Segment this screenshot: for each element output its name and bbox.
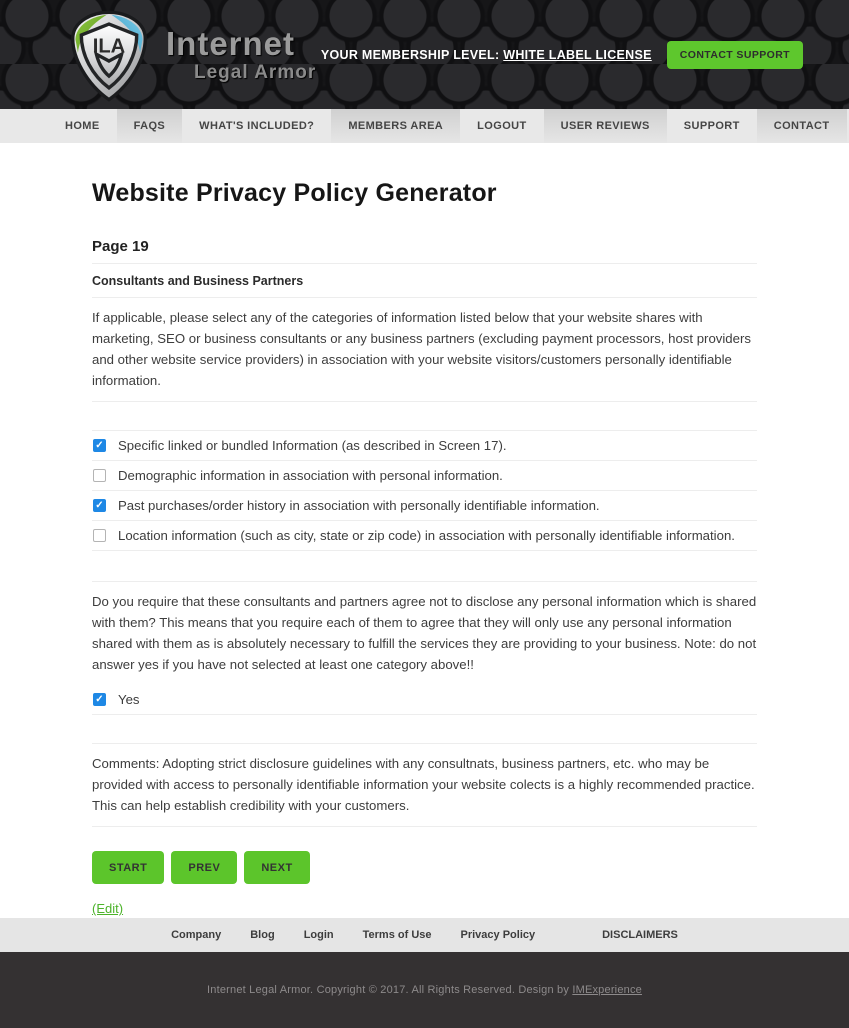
next-button[interactable]: NEXT (244, 851, 309, 884)
checkbox-label: Past purchases/order history in association with personally identifiable information. (118, 498, 600, 513)
footer-nav (0, 918, 849, 952)
checkbox-icon[interactable] (93, 693, 106, 706)
membership-label: YOUR MEMBERSHIP LEVEL: (320, 47, 500, 62)
footer-link-privacy[interactable]: Privacy Policy (460, 929, 536, 941)
page-title: Website Privacy Policy Generator (92, 179, 497, 207)
copyright-text (0, 984, 849, 996)
comments-paragraph: Comments: Adopting strict disclosure guidelines with any consultnats, business partners, etc. who may be provided with access to personally identifiable information your website colects is a highly recommended practice. This can help establish credibility with your customers. (92, 756, 755, 813)
footer-link-login[interactable]: Login (303, 929, 334, 941)
site-header (0, 0, 849, 109)
nav-item-support[interactable]: SUPPORT (683, 120, 740, 132)
divider (92, 743, 757, 744)
start-button[interactable]: START (92, 851, 164, 884)
nav-item-members-area[interactable]: MEMBERS AREA (331, 109, 460, 143)
footer-link-company[interactable]: Company (171, 929, 222, 941)
checkbox-row (92, 521, 757, 551)
logo[interactable] (62, 7, 316, 103)
intro-paragraph: If applicable, please select any of the categories of information listed below that your website shares with marketing, SEO or business consultants or any business partners (excluding payment processors, host providers and other website service providers) in association with your website visitors/customers personally identifiable information. (92, 310, 751, 388)
question-paragraph: Do you require that these consultants and partners agree not to disclose any personal information which is shared with them? This means that you require each of them to agree that they will only use any personal information shared with them as is absolutely necessary to fulfill the services they are providing to your business. Note: do not answer yes if you have not selected at least one category above!! (92, 594, 757, 672)
divider (92, 826, 757, 827)
copyright-prefix: Internet Legal Armor. Copyright © 2017. All Rights Reserved. Design by (207, 984, 573, 996)
checkbox-label: Demographic information in association with personal information. (118, 468, 503, 483)
designer-link[interactable]: IMExperience (572, 984, 642, 996)
checkbox-row (92, 491, 757, 521)
logo-line1: Internet (166, 25, 296, 62)
checkbox-icon[interactable] (93, 439, 106, 452)
ila-shield-icon (62, 9, 156, 103)
checkbox-icon[interactable] (93, 499, 106, 512)
footer-copyright-bar (0, 952, 849, 1028)
membership-level-link[interactable]: WHITE LABEL LICENSE (503, 47, 652, 62)
yes-checkbox-row (92, 685, 757, 715)
membership-level-text (321, 48, 652, 62)
divider (92, 297, 757, 298)
footer-link-terms[interactable]: Terms of Use (362, 929, 432, 941)
page-number: Page 19 (92, 238, 149, 255)
prev-button[interactable]: PREV (171, 851, 237, 884)
contact-support-button[interactable]: CONTACT SUPPORT (667, 41, 803, 69)
main-content (92, 143, 757, 918)
nav-item-contact[interactable]: CONTACT (757, 109, 847, 143)
checkbox-label: Location information (such as city, state or zip code) in association with personally identifiable information. (118, 528, 735, 543)
logo-line2: Legal Armor (194, 62, 317, 83)
wizard-buttons (92, 851, 757, 884)
checkbox-icon[interactable] (93, 469, 106, 482)
divider (92, 401, 757, 402)
divider (92, 263, 757, 264)
section-heading: Consultants and Business Partners (92, 274, 304, 288)
footer-link-blog[interactable]: Blog (250, 929, 275, 941)
logo-text (166, 27, 316, 82)
nav-item-user-reviews[interactable]: USER REVIEWS (544, 109, 667, 143)
checkbox-icon[interactable] (93, 529, 106, 542)
nav-item-whats-included[interactable]: WHAT'S INCLUDED? (199, 120, 315, 132)
checkbox-row (92, 431, 757, 461)
footer-link-disclaimers[interactable]: DISCLAIMERS (602, 929, 678, 941)
nav-item-faqs[interactable]: FAQS (117, 109, 183, 143)
checkbox-label: Yes (118, 692, 140, 707)
svg-text:ILA: ILA (92, 35, 126, 58)
checkbox-row (92, 461, 757, 491)
divider (92, 581, 757, 582)
nav-item-home[interactable]: HOME (65, 120, 100, 132)
main-nav (0, 109, 849, 143)
nav-item-logout[interactable]: LOGOUT (477, 120, 527, 132)
checkbox-label: Specific linked or bundled Information (as described in Screen 17). (118, 438, 507, 453)
edit-link[interactable]: (Edit) (92, 901, 124, 916)
